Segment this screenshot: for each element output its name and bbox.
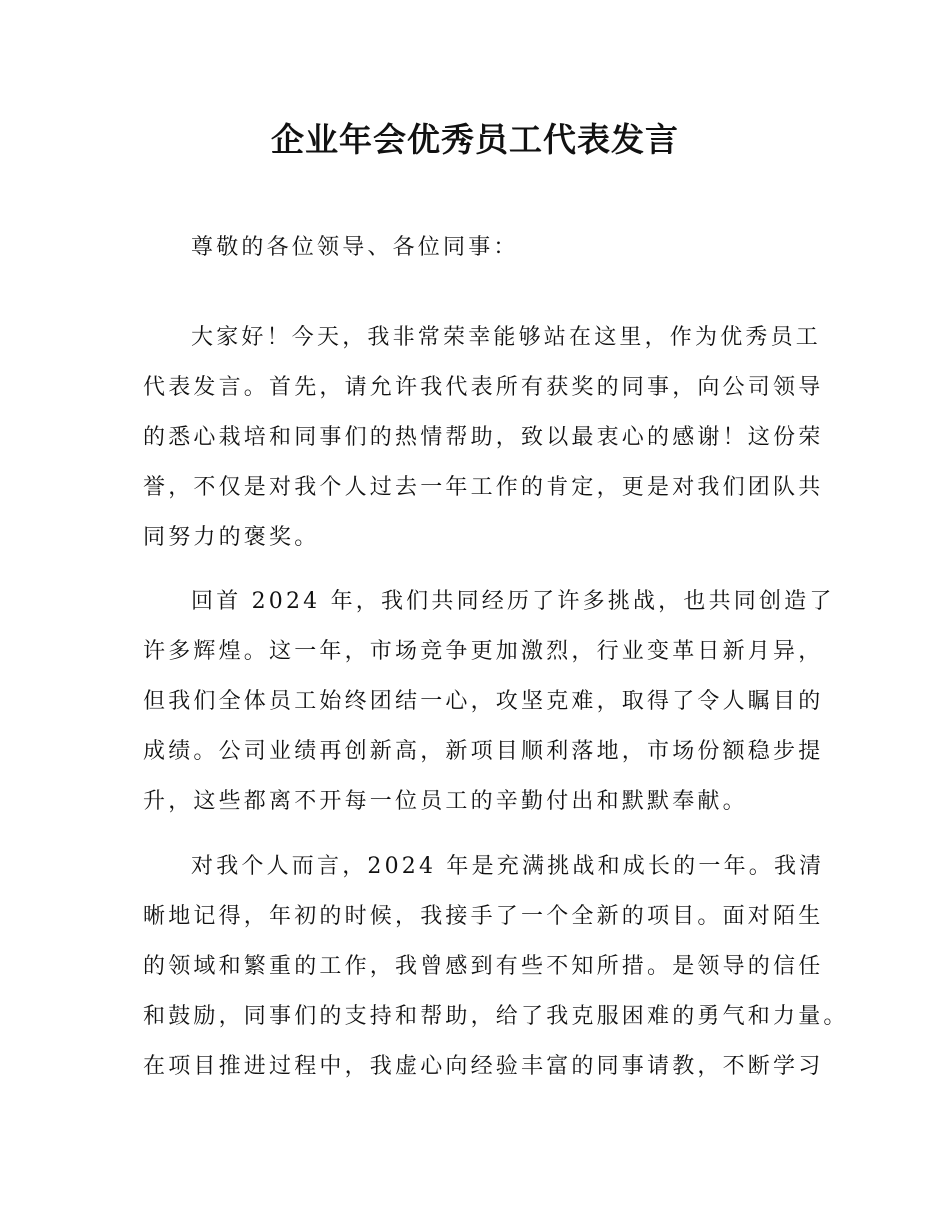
paragraph-1-line-1: 大家好！今天，我非常荣幸能够站在这里，作为优秀员工 <box>191 325 822 350</box>
paragraph-2-line-2: 许多辉煌。这一年，市场竞争更加激烈，行业变革日新月异， <box>143 639 824 664</box>
paragraph-3-line-4: 和鼓励，同事们的支持和帮助，给了我克服困难的勇气和力量。 <box>143 1004 849 1029</box>
paragraph-2-line-5: 升，这些都离不开每一位员工的辛勤付出和默默奉献。 <box>143 789 748 814</box>
paragraph-3-line-5: 在项目推进过程中，我虚心向经验丰富的同事请教，不断学习 <box>143 1054 824 1079</box>
paragraph-1-line-5: 同努力的褒奖。 <box>143 525 320 550</box>
paragraph-3-line-2: 晰地记得，年初的时候，我接手了一个全新的项目。面对陌生 <box>143 904 824 929</box>
salutation: 尊敬的各位领导、各位同事： <box>191 235 519 260</box>
paragraph-3-line-1: 对我个人而言，2024 年是充满挑战和成长的一年。我清 <box>191 854 825 879</box>
paragraph-1-line-3: 的悉心栽培和同事们的热情帮助，致以最衷心的感谢！这份荣 <box>143 425 824 450</box>
paragraph-1-line-2: 代表发言。首先，请允许我代表所有获奖的同事，向公司领导 <box>143 375 824 400</box>
paragraph-2-line-3: 但我们全体员工始终团结一心，攻坚克难，取得了令人瞩目的 <box>143 689 824 714</box>
document-title: 企业年会优秀员工代表发言 <box>271 120 679 159</box>
paragraph-1-line-4: 誉，不仅是对我个人过去一年工作的肯定，更是对我们团队共 <box>143 475 824 500</box>
paragraph-3-line-3: 的领域和繁重的工作，我曾感到有些不知所措。是领导的信任 <box>143 954 824 979</box>
paragraph-2-line-1: 回首 2024 年，我们共同经历了许多挑战，也共同创造了 <box>191 589 835 614</box>
paragraph-2-line-4: 成绩。公司业绩再创新高，新项目顺利落地，市场份额稳步提 <box>143 739 824 764</box>
